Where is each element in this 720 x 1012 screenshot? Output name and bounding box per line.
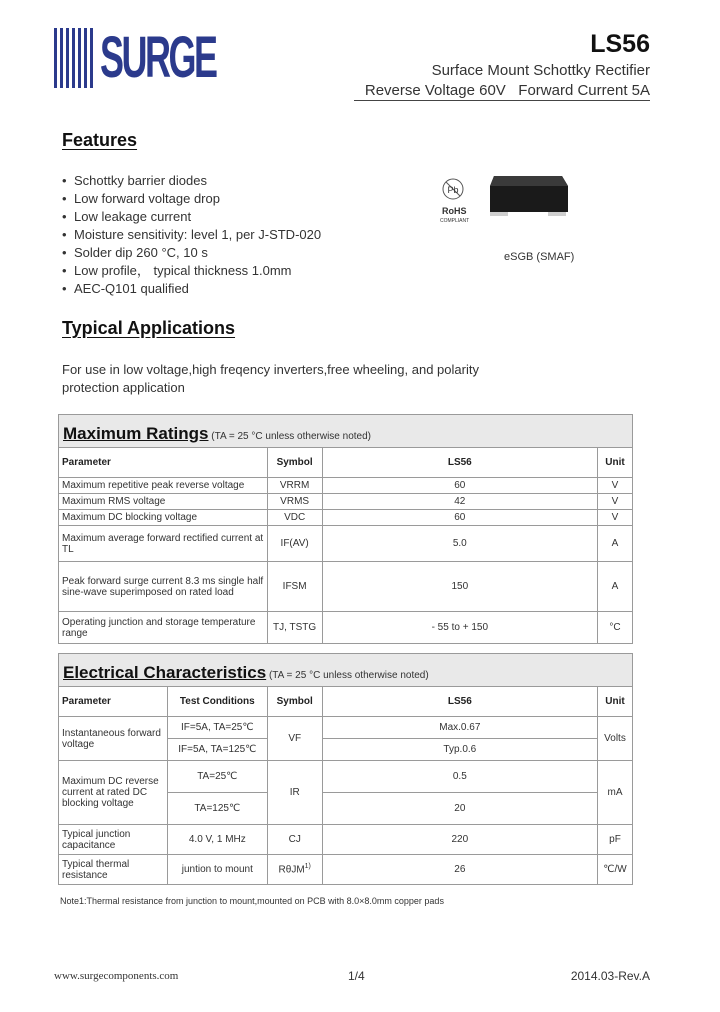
package-label: eSGB (SMAF) <box>504 251 575 263</box>
cell: Maximum repetitive peak reverse voltage <box>59 478 268 494</box>
cell: TA=25℃ <box>167 761 267 793</box>
table-row <box>59 494 633 510</box>
electrical-table <box>58 653 633 885</box>
list-item: • Moisture sensitivity: level 1, per J-STD-020 <box>62 226 321 244</box>
col-header: Parameter <box>59 448 268 478</box>
cell: Max.0.67 <box>322 717 597 739</box>
max-ratings-table <box>58 414 633 644</box>
col-header: Unit <box>597 687 632 717</box>
cell: Typ.0.6 <box>322 739 597 761</box>
cell: 60 <box>322 478 597 494</box>
rth-sup: 1) <box>304 863 311 871</box>
part-number: LS56 <box>590 30 650 58</box>
cell: Volts <box>597 717 632 761</box>
ratings-line: Reverse Voltage 60V Forward Current 5A <box>364 82 650 99</box>
cell: mA <box>597 761 632 825</box>
applications-title: Typical Applications <box>62 318 236 338</box>
cell: Typical thermal resistance <box>59 855 168 885</box>
table-row <box>59 562 633 612</box>
cell: Maximum DC reverse current at rated DC blocking voltage <box>59 761 168 825</box>
cell: A <box>598 562 633 612</box>
col-header: Symbol <box>267 448 322 478</box>
list-item: • AEC-Q101 qualified <box>62 280 321 298</box>
cell: °C <box>598 612 633 644</box>
applications-text: For use in low voltage,high freqency inverters,free wheeling, and polarity protection application <box>62 362 479 395</box>
footer-page: 1/4 <box>348 969 365 983</box>
list-item: • Solder dip 260 °C, 10 s <box>62 244 321 262</box>
electrical-condition: (TA = 25 °C unless otherwise noted) <box>268 670 429 681</box>
table-row <box>59 478 633 494</box>
surge-logo <box>54 25 216 94</box>
table-row <box>59 510 633 526</box>
rohs-label: RoHS <box>442 206 467 216</box>
col-header: Parameter <box>59 687 168 717</box>
cell: Maximum average forward rectified current at TL <box>59 526 268 562</box>
cell: juntion to mount <box>167 855 267 885</box>
cell: V <box>598 478 633 494</box>
logo-bars <box>54 28 102 88</box>
cell: Peak forward surge current 8.3 ms single half sine-wave superimposed on rated load <box>59 562 268 612</box>
cell: IF(AV) <box>267 526 322 562</box>
cell: 20 <box>322 793 597 825</box>
table-header-row <box>59 687 633 717</box>
list-item: • Low leakage current <box>62 208 321 226</box>
cell: 42 <box>322 494 597 510</box>
col-header: LS56 <box>322 448 597 478</box>
cell: IF=5A, TA=25℃ <box>167 717 267 739</box>
list-item: • Schottky barrier diodes <box>62 172 321 190</box>
footer-website[interactable]: www.surgecomponents.com <box>54 970 179 982</box>
cell: V <box>598 494 633 510</box>
pb-symbol: Pb <box>447 185 459 195</box>
cell: VF <box>267 717 322 761</box>
electrical-title: Electrical Characteristics <box>63 663 267 682</box>
cell: Typical junction capacitance <box>59 825 168 855</box>
cell: ℃/W <box>597 855 632 885</box>
cell: Instantaneous forward voltage <box>59 717 168 761</box>
cell <box>267 855 322 885</box>
list-item: • Low profile， typical thickness 1.0mm <box>62 262 321 280</box>
col-header: Test Conditions <box>167 687 267 717</box>
product-subtitle: Surface Mount Schottky Rectifier <box>431 62 650 79</box>
header-rule <box>354 100 650 101</box>
logo-text: SURGE <box>100 25 216 90</box>
rth-symbol: RθJM <box>278 864 305 876</box>
cell: 5.0 <box>322 526 597 562</box>
table-row <box>59 526 633 562</box>
cell: A <box>598 526 633 562</box>
table-row <box>59 717 633 739</box>
cell: IF=5A, TA=125℃ <box>167 739 267 761</box>
cell: 26 <box>322 855 597 885</box>
table-row <box>59 825 633 855</box>
cell: 150 <box>322 562 597 612</box>
table-row <box>59 761 633 793</box>
rohs-sub: COMPLIANT <box>440 218 470 224</box>
package-image <box>486 168 572 228</box>
cell: VDC <box>267 510 322 526</box>
table-header-row <box>59 448 633 478</box>
max-ratings-condition: (TA = 25 °C unless otherwise noted) <box>211 431 371 442</box>
footer-revision: 2014.03-Rev.A <box>570 969 650 983</box>
col-header: Unit <box>598 448 633 478</box>
table-row <box>59 855 633 885</box>
rohs-badge <box>438 176 478 226</box>
cell: TJ, TSTG <box>267 612 322 644</box>
cell: Maximum DC blocking voltage <box>59 510 268 526</box>
cell: CJ <box>267 825 322 855</box>
cell: 60 <box>322 510 597 526</box>
cell: Operating junction and storage temperature range <box>59 612 268 644</box>
features-list <box>62 172 321 298</box>
cell: VRRM <box>267 478 322 494</box>
cell: IFSM <box>267 562 322 612</box>
table-row <box>59 612 633 644</box>
cell: 220 <box>322 825 597 855</box>
cell: - 55 to + 150 <box>322 612 597 644</box>
col-header: Symbol <box>267 687 322 717</box>
col-header: LS56 <box>322 687 597 717</box>
lead-free-icon <box>438 176 478 206</box>
cell: IR <box>267 761 322 825</box>
cell: VRMS <box>267 494 322 510</box>
features-title: Features <box>62 130 138 150</box>
max-ratings-title: Maximum Ratings <box>63 424 209 443</box>
cell: V <box>598 510 633 526</box>
cell: Maximum RMS voltage <box>59 494 268 510</box>
cell: 0.5 <box>322 761 597 793</box>
cell: pF <box>597 825 632 855</box>
cell: TA=125℃ <box>167 793 267 825</box>
footnote: Note1:Thermal resistance from junction to mount,mounted on PCB with 8.0×8.0mm copper pads <box>60 896 444 906</box>
list-item: • Low forward voltage drop <box>62 190 321 208</box>
cell: 4.0 V, 1 MHz <box>167 825 267 855</box>
